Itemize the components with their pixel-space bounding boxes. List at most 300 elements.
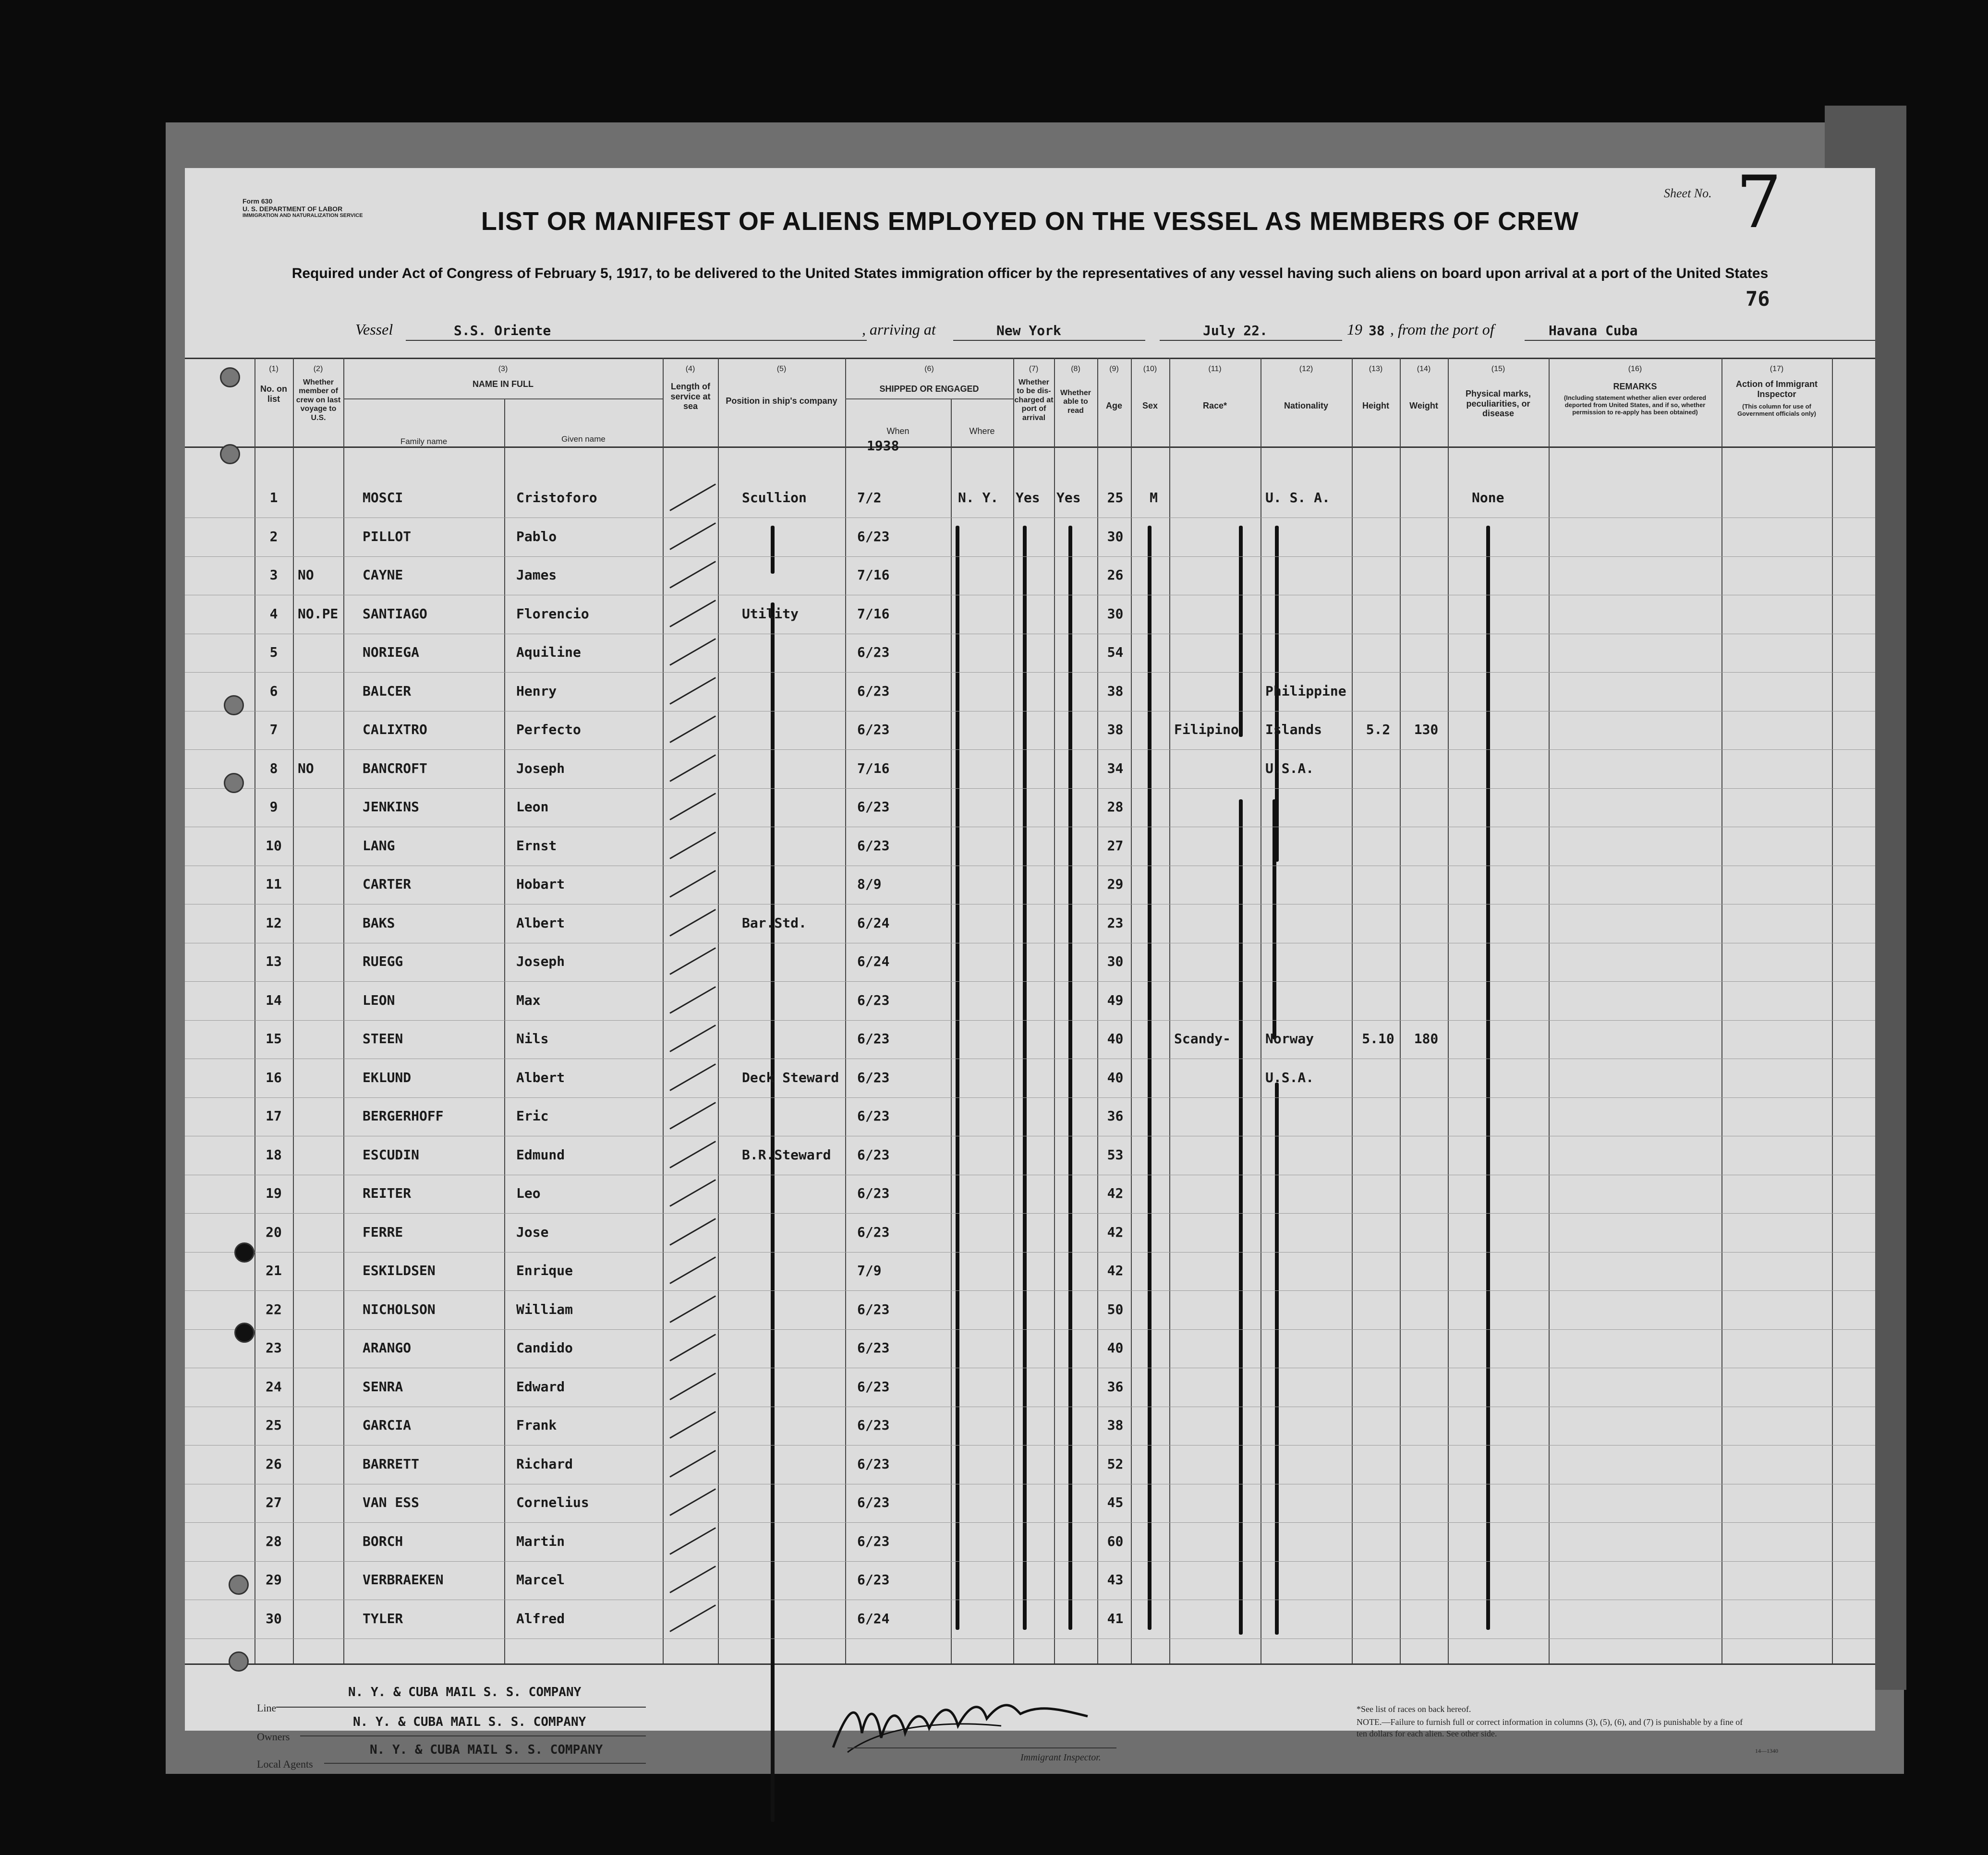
shipped-when-cell: 8/9: [857, 876, 882, 892]
service-label: IMMIGRATION AND NATURALIZATION SERVICE: [242, 213, 363, 218]
weight-cell: 180: [1414, 1031, 1439, 1047]
shipped-when-cell: 6/23: [857, 1069, 890, 1085]
family-name-cell: BAKS: [363, 915, 395, 931]
service-check-mark: [669, 483, 716, 511]
shipped-when-cell: 6/23: [857, 1031, 890, 1047]
service-check-mark: [669, 1450, 716, 1478]
local-agents-label: Local Agents: [257, 1758, 313, 1770]
arrival-port: New York: [996, 323, 1061, 338]
sheet-number: 7: [1736, 161, 1782, 244]
row-number: 6: [269, 683, 278, 699]
family-name-cell: BARRETT: [363, 1456, 420, 1472]
age-cell: 42: [1107, 1224, 1124, 1240]
shipped-when-cell: 6/23: [857, 1301, 890, 1317]
sheet-label: Sheet No.: [1664, 186, 1712, 200]
age-cell: 50: [1107, 1301, 1124, 1317]
able-to-read-cell: Yes: [1056, 490, 1081, 506]
service-check-mark: [669, 1102, 716, 1130]
service-check-mark: [669, 600, 716, 627]
nationality-cell: U.S.A.: [1265, 1069, 1314, 1085]
col11-header: Race*: [1202, 401, 1227, 410]
shipped-when-cell: 6/23: [857, 1456, 890, 1472]
service-check-mark: [669, 1334, 716, 1361]
given-name-cell: Max: [516, 992, 541, 1008]
col16-num: (16): [1628, 365, 1642, 373]
shipped-when-cell: 6/23: [857, 1533, 890, 1549]
col10-num: (10): [1143, 365, 1157, 373]
row-divider: [185, 1290, 1875, 1291]
shipped-when-cell: 7/2: [857, 490, 882, 506]
row-divider: [185, 1522, 1875, 1523]
col1-header: No. on list: [260, 384, 287, 404]
family-name-cell: BANCROFT: [363, 760, 427, 776]
row-number: 15: [266, 1031, 282, 1047]
service-check-mark: [669, 870, 716, 898]
row-number: 28: [266, 1533, 282, 1549]
col6-num: (6): [924, 365, 934, 373]
family-name-cell: ESKILDSEN: [363, 1263, 436, 1278]
col3-given-header: Given name: [561, 434, 606, 444]
table-row: [185, 751, 1875, 790]
col9-header: Age: [1105, 401, 1122, 410]
col8-num: (8): [1071, 365, 1080, 373]
service-check-mark: [669, 561, 716, 589]
table-row: [185, 596, 1875, 636]
table-row: [185, 1369, 1875, 1409]
given-name-cell: Edmund: [516, 1146, 565, 1163]
given-name-cell: Florencio: [516, 605, 589, 622]
physical-marks-cell: None: [1472, 490, 1504, 506]
col7-header: Whether to be dis-charged at port of arrival: [1014, 378, 1054, 422]
row-number: 7: [269, 722, 278, 737]
col4-header: Length of service at sea: [670, 382, 711, 411]
family-name-cell: LANG: [363, 837, 395, 854]
row-divider: [185, 788, 1875, 789]
shipped-when-cell: 6/23: [857, 1417, 890, 1433]
family-name-cell: SENRA: [363, 1378, 403, 1395]
age-cell: 54: [1107, 644, 1124, 660]
row-number: 16: [266, 1069, 282, 1085]
given-name-cell: Albert: [516, 1069, 565, 1085]
age-cell: 29: [1107, 876, 1124, 892]
row-number: 19: [266, 1185, 282, 1201]
row-number: 4: [269, 605, 278, 622]
family-name-cell: BORCH: [363, 1533, 403, 1549]
table-row: [185, 1292, 1875, 1331]
age-cell: 42: [1107, 1263, 1124, 1278]
service-check-mark: [669, 1527, 716, 1555]
col12-num: (12): [1299, 365, 1313, 373]
row-number: 26: [266, 1456, 282, 1472]
print-code: 14—1340: [1755, 1747, 1778, 1754]
given-name-cell: Perfecto: [516, 722, 581, 737]
manifest-page: [185, 161, 1875, 1770]
family-name-cell: PILLOT: [363, 528, 412, 544]
given-name-cell: Henry: [516, 683, 557, 699]
service-check-mark: [669, 1063, 716, 1091]
service-check-mark: [669, 638, 716, 666]
row-number: 25: [266, 1417, 282, 1433]
table-row: [185, 1408, 1875, 1447]
service-check-mark: [669, 1411, 716, 1439]
age-cell: 38: [1107, 683, 1124, 699]
row-number: 12: [266, 915, 282, 931]
col4-num: (4): [685, 365, 695, 373]
age-cell: 45: [1107, 1494, 1124, 1510]
col15-num: (15): [1491, 365, 1505, 373]
row-divider: [185, 672, 1875, 673]
row-number: 27: [266, 1494, 282, 1510]
shipped-when-cell: 6/23: [857, 1572, 890, 1588]
binder-hole: [234, 1323, 255, 1343]
shipped-when-cell: 6/23: [857, 992, 890, 1008]
col5-header: Position in ship's company: [726, 396, 837, 406]
age-cell: 27: [1107, 837, 1124, 854]
table-row: [185, 789, 1875, 829]
col2-header: Whether member of crew on last voyage to U.S.: [296, 378, 341, 422]
given-name-cell: Leo: [516, 1185, 541, 1201]
table-row: [185, 1601, 1875, 1640]
table-row: [185, 712, 1875, 751]
last-voyage-cell: NO.PE: [298, 605, 339, 622]
family-name-cell: BERGERHOFF: [363, 1108, 444, 1124]
given-name-cell: Cristoforo: [516, 490, 597, 506]
table-row: [185, 1098, 1875, 1138]
penalty-note: NOTE.—Failure to furnish full or correct information in columns (3), (5), (6), and (7) is punishable by a fine of ten dollars for each alien. See other side.: [1357, 1717, 1743, 1739]
line-label: Line: [257, 1702, 277, 1714]
row-divider: [185, 1097, 1875, 1098]
shipped-when-cell: 6/23: [857, 799, 890, 815]
service-check-mark: [669, 1179, 716, 1207]
owners-value: N. Y. & CUBA MAIL S. S. COMPANY: [353, 1715, 586, 1729]
service-check-mark: [669, 1218, 716, 1246]
row-divider: [185, 1213, 1875, 1214]
binder-hole: [220, 367, 240, 387]
table-row: [185, 635, 1875, 674]
col3-family-header: Family name: [400, 437, 448, 446]
col2-num: (2): [313, 365, 323, 373]
table-row: [185, 867, 1875, 906]
position-cell: Bar.Std.: [742, 915, 807, 931]
given-name-cell: Martin: [516, 1533, 565, 1549]
row-number: 10: [266, 837, 282, 854]
service-check-mark: [669, 754, 716, 782]
row-number: 24: [266, 1378, 282, 1395]
age-cell: 30: [1107, 953, 1124, 969]
family-name-cell: FERRE: [363, 1224, 403, 1240]
table-row: [185, 1176, 1875, 1215]
service-check-mark: [669, 1024, 716, 1052]
family-name-cell: CAYNE: [363, 567, 403, 583]
given-name-cell: Edward: [516, 1378, 565, 1395]
shipped-when-cell: 6/23: [857, 1340, 890, 1356]
row-number: 20: [266, 1224, 282, 1240]
shipped-when-cell: 6/23: [857, 528, 890, 544]
arriving-label: , arriving at: [862, 321, 936, 338]
nationality-cell: Philippine: [1265, 683, 1346, 699]
nationality-cell: Norway: [1265, 1031, 1314, 1047]
family-name-cell: ESCUDIN: [363, 1146, 420, 1163]
age-cell: 36: [1107, 1378, 1124, 1395]
race-cell: Scandy-: [1174, 1031, 1231, 1047]
row-number: 23: [266, 1340, 282, 1356]
age-cell: 30: [1107, 605, 1124, 622]
form-number: Form 630: [242, 197, 273, 205]
weight-cell: 130: [1414, 722, 1439, 737]
col13-num: (13): [1369, 365, 1383, 373]
given-name-cell: Eric: [516, 1108, 549, 1124]
col6-where-header: Where: [969, 426, 995, 436]
given-name-cell: Alfred: [516, 1610, 565, 1626]
shipped-when-cell: 7/16: [857, 760, 890, 776]
table-row: [185, 1485, 1875, 1524]
nationality-cell: Islands: [1265, 722, 1322, 737]
row-divider: [185, 1329, 1875, 1330]
col16-header: REMARKS: [1613, 382, 1657, 391]
col1-num: (1): [269, 365, 279, 373]
binder-hole: [229, 1575, 249, 1595]
position-cell: Utility: [742, 605, 799, 622]
row-number: 13: [266, 953, 282, 969]
family-name-cell: LEON: [363, 992, 395, 1008]
col14-header: Weight: [1409, 401, 1438, 410]
col15-header: Physical marks, peculiarities, or disease: [1465, 389, 1531, 419]
family-name-cell: GARCIA: [363, 1417, 412, 1433]
table-row: [185, 1021, 1875, 1060]
age-cell: 60: [1107, 1533, 1124, 1549]
line-value: N. Y. & CUBA MAIL S. S. COMPANY: [348, 1685, 582, 1699]
family-name-cell: VAN ESS: [363, 1494, 420, 1510]
binder-hole: [224, 695, 244, 715]
family-name-cell: NICHOLSON: [363, 1301, 436, 1317]
given-name-cell: Albert: [516, 915, 565, 931]
table-row: [185, 1137, 1875, 1177]
family-name-cell: EKLUND: [363, 1069, 412, 1085]
family-name-cell: JENKINS: [363, 799, 420, 815]
row-divider: [185, 981, 1875, 982]
sex-cell: M: [1150, 490, 1158, 506]
col14-num: (14): [1417, 365, 1431, 373]
row-number: 3: [269, 567, 278, 583]
col3-num: (3): [498, 365, 508, 373]
age-cell: 43: [1107, 1572, 1124, 1588]
age-cell: 34: [1107, 760, 1124, 776]
shipped-when-cell: 6/23: [857, 683, 890, 699]
shipped-when-cell: 7/16: [857, 605, 890, 622]
shipped-when-cell: 6/24: [857, 915, 890, 931]
shipped-when-cell: 6/23: [857, 837, 890, 854]
row-number: 1: [269, 490, 278, 506]
service-check-mark: [669, 1604, 716, 1632]
row-number: 21: [266, 1263, 282, 1278]
row-divider: [185, 556, 1875, 557]
age-cell: 52: [1107, 1456, 1124, 1472]
table-row: [185, 828, 1875, 867]
height-cell: 5.2: [1366, 722, 1391, 737]
last-voyage-cell: NO: [298, 760, 314, 776]
col7-num: (7): [1029, 365, 1039, 373]
races-note: *See list of races on back hereof.: [1357, 1704, 1471, 1714]
family-name-cell: RUEGG: [363, 953, 403, 969]
race-cell: Filipino: [1174, 722, 1239, 737]
local-agents-value: N. Y. & CUBA MAIL S. S. COMPANY: [370, 1743, 603, 1757]
shipped-when-cell: 6/24: [857, 1610, 890, 1626]
service-check-mark: [669, 677, 716, 705]
service-check-mark: [669, 1256, 716, 1284]
row-number: 22: [266, 1301, 282, 1317]
given-name-cell: Leon: [516, 799, 549, 815]
shipped-when-cell: 6/23: [857, 1224, 890, 1240]
age-cell: 30: [1107, 528, 1124, 544]
table-row: [185, 1060, 1875, 1099]
vessel-name: S.S. Oriente: [454, 323, 551, 338]
row-number: 30: [266, 1610, 282, 1626]
row-number: 29: [266, 1572, 282, 1588]
table-row: [185, 983, 1875, 1022]
table-row: [185, 674, 1875, 713]
given-name-cell: Joseph: [516, 760, 565, 776]
col11-num: (11): [1208, 365, 1222, 373]
family-name-cell: STEEN: [363, 1031, 403, 1047]
binder-hole: [220, 444, 240, 464]
service-check-mark: [669, 1295, 716, 1323]
col8-header: Whether able to read: [1060, 389, 1091, 415]
age-cell: 23: [1107, 915, 1124, 931]
shipped-when-cell: 7/9: [857, 1263, 882, 1278]
given-name-cell: Jose: [516, 1224, 549, 1240]
page-title: LIST OR MANIFEST OF ALIENS EMPLOYED ON THE VESSEL AS MEMBERS OF CREW: [481, 207, 1579, 236]
given-name-cell: Frank: [516, 1417, 557, 1433]
col17-num: (17): [1770, 365, 1784, 373]
family-name-cell: BALCER: [363, 683, 412, 699]
col6-header: SHIPPED OR ENGAGED: [879, 384, 979, 394]
shipped-when-cell: 6/23: [857, 1378, 890, 1395]
age-cell: 53: [1107, 1146, 1124, 1163]
col10-header: Sex: [1142, 401, 1158, 410]
age-cell: 40: [1107, 1069, 1124, 1085]
col9-num: (9): [1109, 365, 1119, 373]
service-check-mark: [669, 947, 716, 975]
shipped-when-cell: 7/16: [857, 567, 890, 583]
shipped-when-cell: 6/23: [857, 722, 890, 737]
age-cell: 40: [1107, 1031, 1124, 1047]
age-cell: 40: [1107, 1340, 1124, 1356]
given-name-cell: Richard: [516, 1456, 573, 1472]
family-name-cell: ARANGO: [363, 1340, 412, 1356]
service-check-mark: [669, 1566, 716, 1593]
row-number: 9: [269, 799, 278, 815]
given-name-cell: Hobart: [516, 876, 565, 892]
table-row: [185, 1253, 1875, 1292]
nationality-cell: U.S.A.: [1265, 760, 1314, 776]
table-row: [185, 519, 1875, 558]
nationality-cell: U. S. A.: [1265, 490, 1330, 506]
row-divider: [185, 1020, 1875, 1021]
age-cell: 26: [1107, 567, 1124, 583]
row-number: 8: [269, 760, 278, 776]
family-name-cell: SANTIAGO: [363, 605, 427, 622]
age-cell: 38: [1107, 722, 1124, 737]
family-name-cell: MOSCI: [363, 490, 403, 506]
shipped-when-cell: 6/23: [857, 1146, 890, 1163]
given-name-cell: Aquiline: [516, 644, 581, 660]
family-name-cell: CALIXTRO: [363, 722, 427, 737]
service-check-mark: [669, 793, 716, 820]
service-check-mark: [669, 986, 716, 1014]
row-number: 14: [266, 992, 282, 1008]
height-cell: 5.10: [1362, 1031, 1394, 1047]
service-check-mark: [669, 1488, 716, 1516]
row-number: 17: [266, 1108, 282, 1124]
shipped-when-cell: 6/24: [857, 953, 890, 969]
age-cell: 36: [1107, 1108, 1124, 1124]
last-voyage-cell: NO: [298, 567, 314, 583]
row-number: 2: [269, 528, 278, 544]
inspector-label: Immigrant Inspector.: [1020, 1752, 1101, 1763]
position-cell: Scullion: [742, 490, 807, 506]
given-name-cell: William: [516, 1301, 573, 1317]
col5-num: (5): [776, 365, 787, 373]
family-name-cell: CARTER: [363, 876, 412, 892]
table-row: [185, 1446, 1875, 1486]
shipped-where-cell: N. Y.: [958, 490, 999, 506]
discharged-cell: Yes: [1016, 490, 1040, 506]
year-prefix: 19: [1347, 321, 1362, 338]
family-name-cell: REITER: [363, 1185, 412, 1201]
arrival-year: 38: [1369, 323, 1385, 338]
age-cell: 38: [1107, 1417, 1124, 1433]
owners-label: Owners: [257, 1731, 290, 1743]
vessel-label: Vessel: [355, 321, 393, 338]
col16-note: (Including statement whether alien ever ordered deported from United States, and if so, whether permission to re-apply has been obtained): [1564, 394, 1707, 416]
family-name-cell: NORIEGA: [363, 644, 420, 660]
given-name-cell: Nils: [516, 1031, 549, 1047]
shipped-when-cell: 6/23: [857, 644, 890, 660]
shipped-when-cell: 6/23: [857, 1185, 890, 1201]
given-name-cell: Joseph: [516, 953, 565, 969]
given-name-cell: Ernst: [516, 837, 557, 854]
service-check-mark: [669, 831, 716, 859]
row-divider: [185, 1561, 1875, 1562]
from-port-label: , from the port of: [1390, 321, 1494, 338]
table-row: [185, 1562, 1875, 1602]
shipped-when-cell: 6/23: [857, 1108, 890, 1124]
given-name-cell: James: [516, 567, 557, 583]
col17-header: Action of Immigrant Inspector: [1736, 379, 1818, 399]
given-name-cell: Marcel: [516, 1572, 565, 1588]
service-check-mark: [669, 522, 716, 550]
family-name-cell: VERBRAEKEN: [363, 1572, 444, 1588]
age-cell: 41: [1107, 1610, 1124, 1626]
age-cell: 42: [1107, 1185, 1124, 1201]
age-cell: 25: [1107, 490, 1124, 506]
departure-port: Havana Cuba: [1549, 323, 1638, 338]
service-check-mark: [669, 715, 716, 743]
table-row: [185, 1524, 1875, 1563]
page-number: 76: [1746, 287, 1770, 311]
position-cell: Deck Steward: [742, 1069, 839, 1085]
page-subtitle: Required under Act of Congress of February 5, 1917, to be delivered to the United States immigration officer by the representatives of any vessel having such aliens on board upon arrival at a port of the United States: [291, 265, 1769, 281]
row-number: 5: [269, 644, 278, 660]
col6-when-header: When: [886, 426, 909, 436]
binder-hole: [229, 1651, 249, 1672]
age-cell: 49: [1107, 992, 1124, 1008]
given-name-cell: Pablo: [516, 528, 557, 544]
row-divider: [185, 1638, 1875, 1639]
table-row: [185, 905, 1875, 945]
service-check-mark: [669, 1373, 716, 1400]
arrival-date: July 22.: [1203, 323, 1268, 338]
